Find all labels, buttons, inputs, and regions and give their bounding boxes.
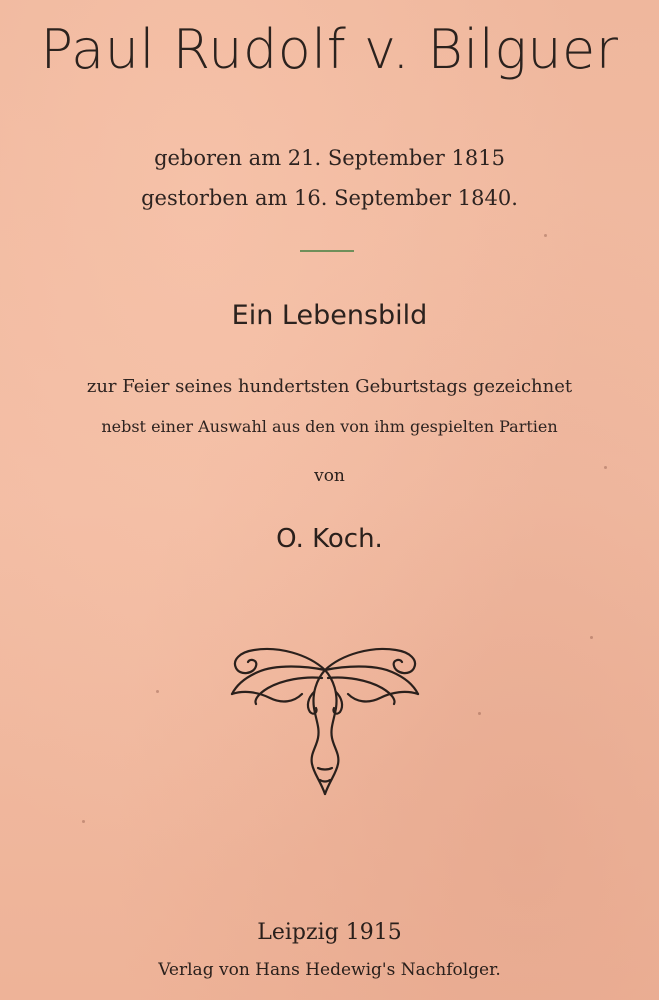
place-year: Leipzig 1915 (257, 920, 402, 945)
birth-date: geboren am 21. September 1815 (154, 146, 505, 170)
book-subtitle: Ein Lebensbild (231, 300, 428, 331)
book-title: Paul Rudolf v. Bilguer (40, 18, 619, 81)
death-date: gestorben am 16. September 1840. (141, 186, 518, 210)
fleuron-ornament-icon (228, 640, 422, 800)
by-label: von (314, 466, 345, 486)
author-name: O. Koch. (276, 524, 383, 554)
divider-rule (300, 250, 354, 252)
description-line-1: zur Feier seines hundertsten Geburtstags gezeichnet (86, 376, 573, 397)
publisher: Verlag von Hans Hedewig's Nachfolger. (158, 960, 501, 980)
description-line-2: nebst einer Auswahl aus den von ihm gespielten Partien (101, 417, 558, 436)
